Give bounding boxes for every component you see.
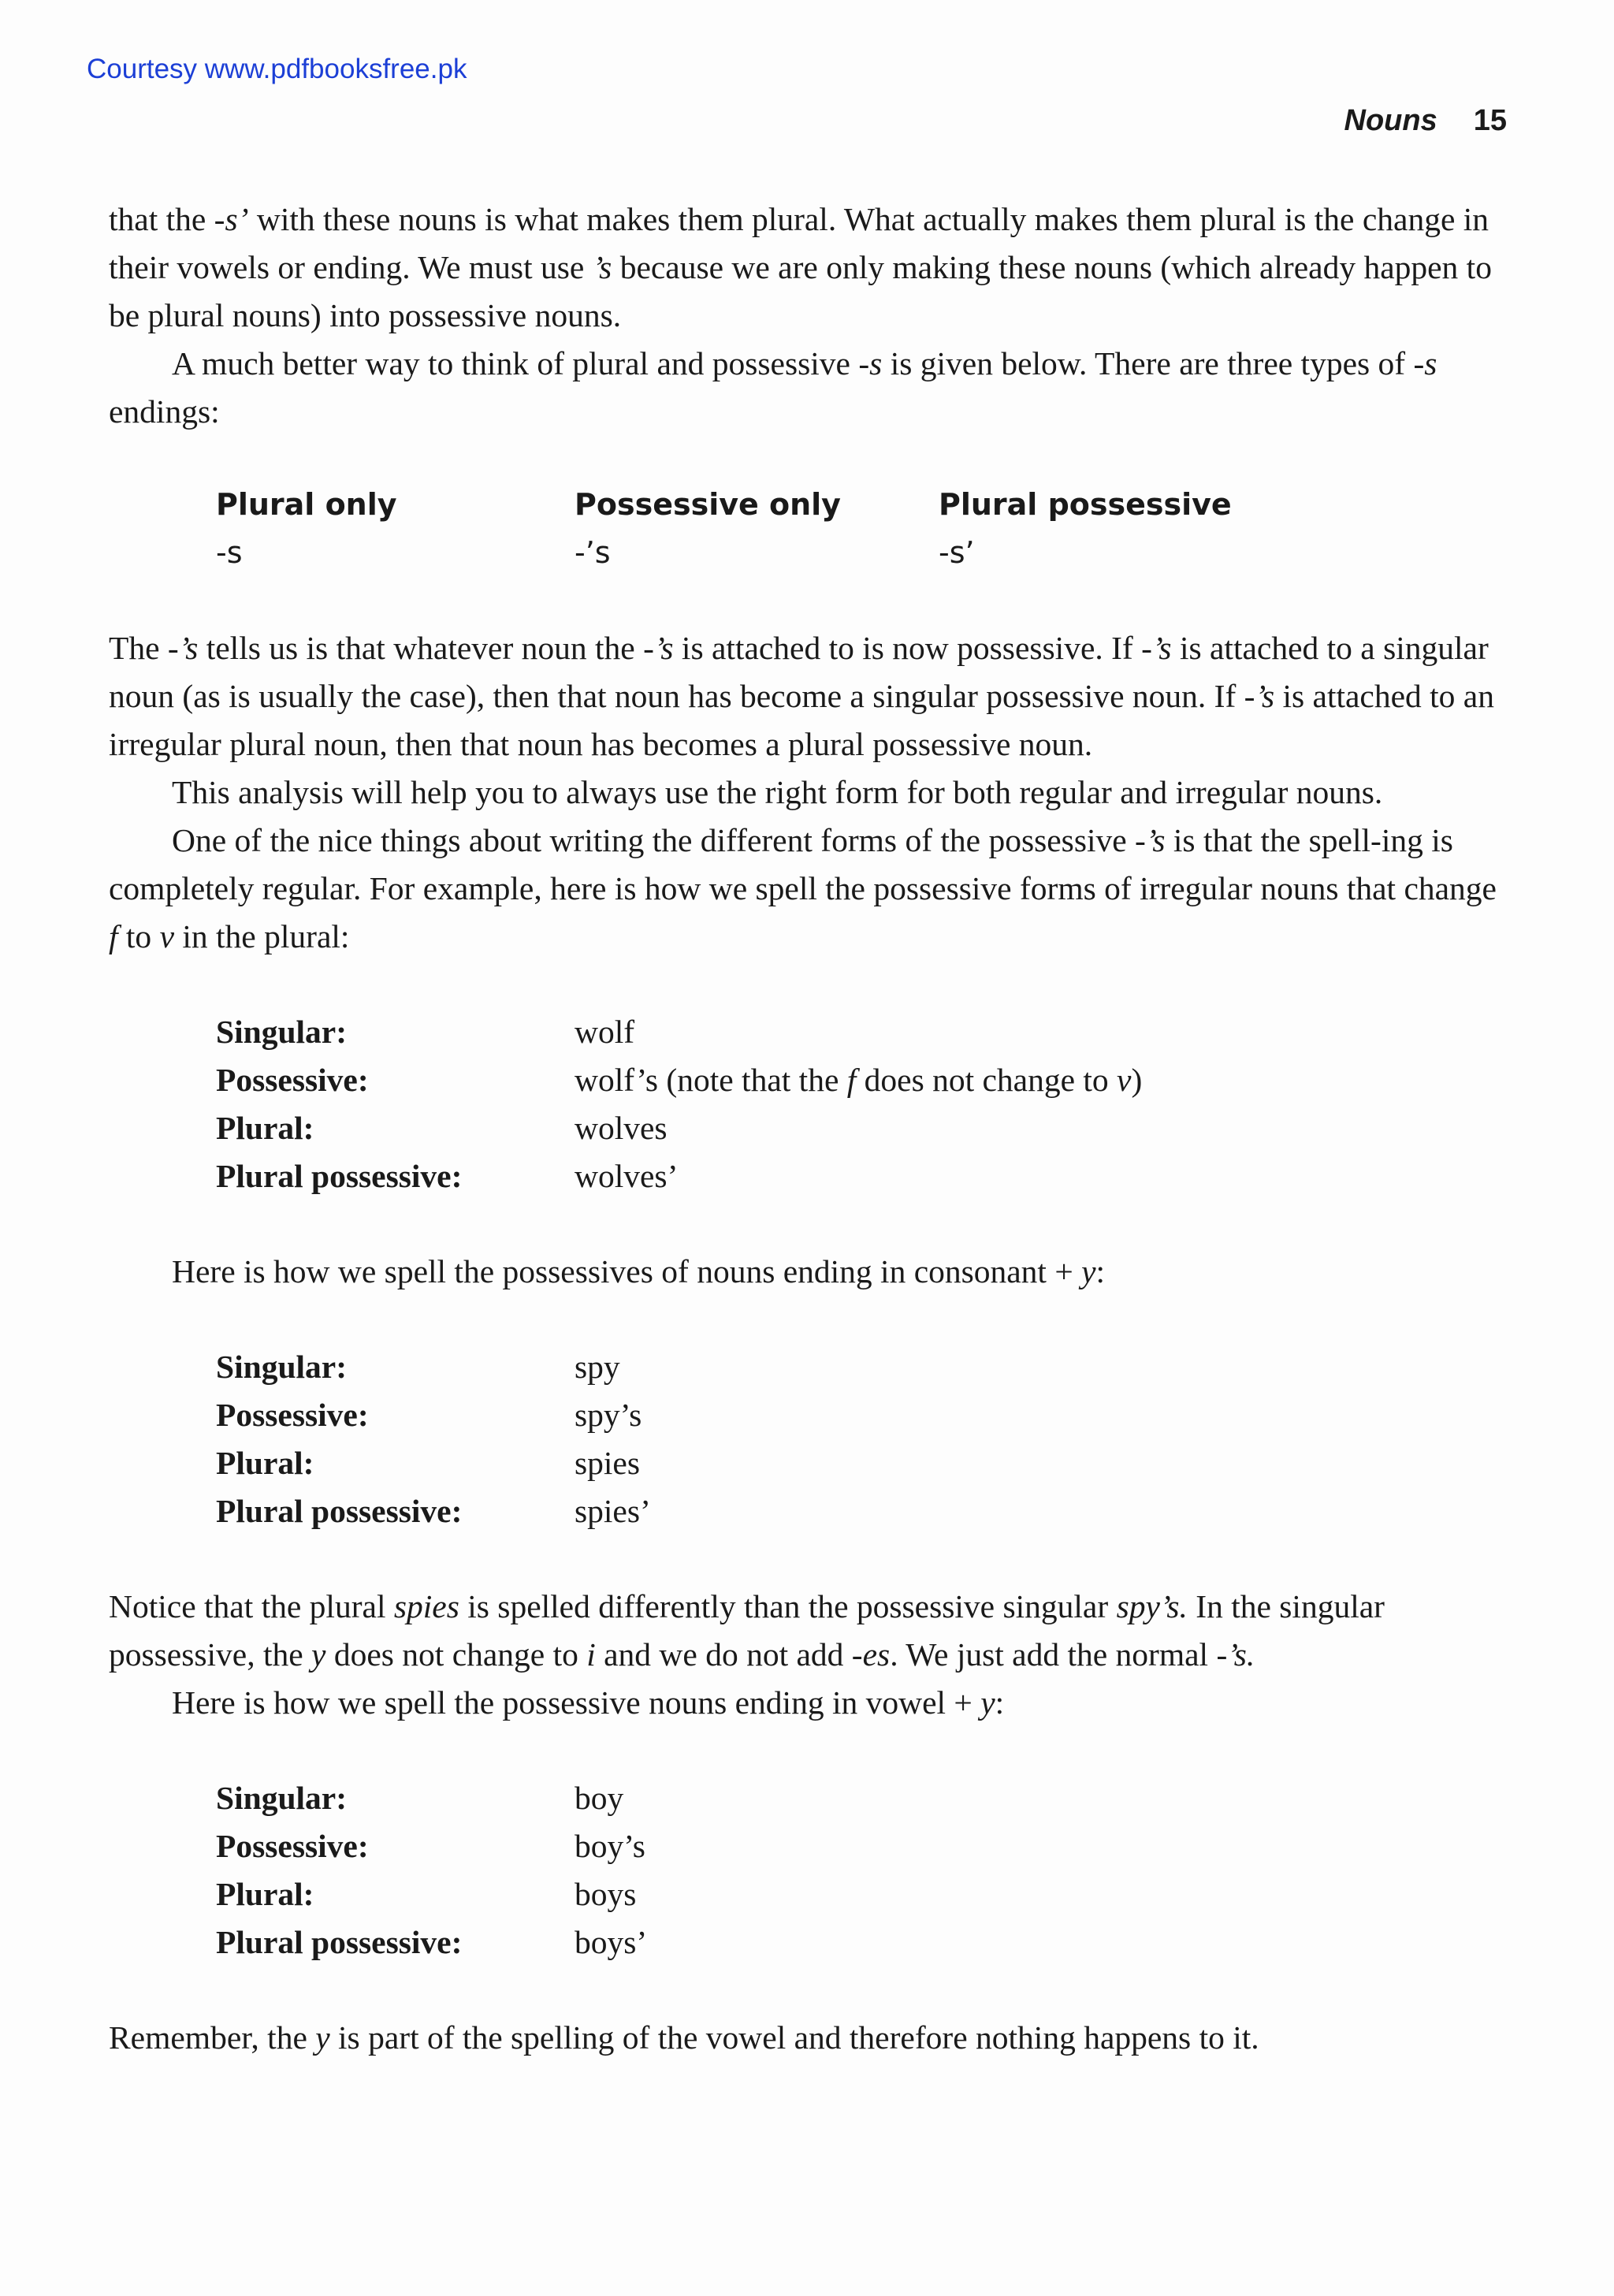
text: does not change to bbox=[325, 1636, 587, 1673]
text: Here is how we spell the possessive nouns ending in vowel + bbox=[172, 1684, 981, 1721]
text: is that the spell-ing is completely regular. For example, here is how we spell the possessive forms of irregular nouns that change bbox=[109, 822, 1497, 906]
form-value: spy bbox=[575, 1349, 620, 1385]
italic-text: v bbox=[159, 918, 174, 954]
text: that the - bbox=[109, 201, 225, 237]
text: is part of the spelling of the vowel and therefore nothing happens to it. bbox=[329, 2019, 1259, 2056]
text: The - bbox=[109, 630, 179, 666]
italic-text: ’s bbox=[1255, 678, 1275, 714]
form-value: boys bbox=[575, 1876, 637, 1912]
form-value: boy bbox=[575, 1780, 624, 1816]
text: to bbox=[117, 918, 160, 954]
italic-text: s bbox=[869, 345, 883, 381]
italic-text: ’s bbox=[1145, 822, 1166, 858]
form-label: Plural possessive: bbox=[216, 1493, 463, 1529]
form-label: Plural: bbox=[216, 1445, 314, 1481]
text: : bbox=[1095, 1253, 1106, 1289]
form-value: boys’ bbox=[575, 1924, 648, 1960]
table-cell: -s bbox=[216, 535, 243, 570]
paragraph-4: This analysis will help you to always use the right form for both regular and irregular nouns. bbox=[172, 774, 1383, 810]
form-value: wolves’ bbox=[575, 1158, 679, 1194]
column-header: Possessive only bbox=[575, 487, 841, 522]
italic-text: y bbox=[980, 1684, 995, 1721]
paragraph-1 bbox=[109, 195, 1512, 340]
italic-text: spies bbox=[393, 1588, 459, 1624]
paragraph-2 bbox=[109, 340, 1512, 436]
text: is attached to an irregular plural noun, then that noun has becomes a plural possessive noun. bbox=[109, 678, 1494, 762]
italic-text: ’s bbox=[178, 630, 199, 666]
form-value bbox=[575, 1056, 1284, 1104]
text: ) bbox=[1131, 1062, 1143, 1098]
text: is spelled differently than the possessive singular bbox=[459, 1588, 1117, 1624]
text: One of the nice things about writing the different forms of the possessive - bbox=[172, 822, 1146, 858]
form-label: Plural: bbox=[216, 1110, 314, 1146]
form-label: Possessive: bbox=[216, 1062, 369, 1098]
table-cell: -’s bbox=[575, 535, 611, 570]
italic-text: y bbox=[315, 2019, 330, 2056]
text: Here is how we spell the possessives of nouns ending in consonant + bbox=[172, 1253, 1082, 1289]
form-value: spies’ bbox=[575, 1493, 651, 1529]
italic-text: ’s. bbox=[1227, 1636, 1255, 1673]
s-endings-table bbox=[216, 481, 1512, 577]
chapter-title: Nouns bbox=[1344, 104, 1437, 137]
text: with these nouns is what makes them plural. What actually makes them plural is the change in their vowels or ending. We must use bbox=[109, 201, 1489, 285]
italic-text: y bbox=[311, 1636, 326, 1673]
italic-text: i bbox=[586, 1636, 596, 1673]
text: A much better way to think of plural and possessive - bbox=[172, 345, 870, 381]
column-header: Plural possessive bbox=[939, 487, 1232, 522]
page-body bbox=[109, 195, 1512, 2062]
italic-text: v bbox=[1117, 1062, 1132, 1098]
italic-text: ’s bbox=[592, 249, 612, 285]
text: is attached to a singular noun (as is usually the case), then that noun has become a singular possessive noun. If - bbox=[109, 630, 1489, 714]
italic-text: spy’s. bbox=[1116, 1588, 1188, 1624]
spy-forms bbox=[216, 1343, 1512, 1535]
italic-text: s bbox=[1424, 345, 1437, 381]
text: . We just add the normal - bbox=[890, 1636, 1228, 1673]
form-label: Possessive: bbox=[216, 1397, 369, 1433]
italic-text: ’s bbox=[653, 630, 674, 666]
form-label: Singular: bbox=[216, 1780, 348, 1816]
text: Notice that the plural bbox=[109, 1588, 394, 1624]
column-header: Plural only bbox=[216, 487, 397, 522]
text: in the plural: bbox=[173, 918, 350, 954]
text: tells us is that whatever noun the - bbox=[198, 630, 654, 666]
text: In the singular possessive, the bbox=[109, 1588, 1385, 1673]
paragraph-8 bbox=[109, 1679, 1512, 1727]
italic-text: ’s bbox=[1151, 630, 1172, 666]
text: does not change to bbox=[856, 1062, 1118, 1098]
form-label: Plural: bbox=[216, 1876, 314, 1912]
text: is attached to is now possessive. If - bbox=[673, 630, 1152, 666]
page-number: 15 bbox=[1473, 104, 1507, 137]
form-label: Plural possessive: bbox=[216, 1924, 463, 1960]
form-value: spies bbox=[575, 1445, 640, 1481]
paragraph-5 bbox=[109, 817, 1512, 961]
form-label: Singular: bbox=[216, 1349, 348, 1385]
italic-text: y bbox=[1081, 1253, 1096, 1289]
courtesy-watermark: Courtesy www.pdfbooksfree.pk bbox=[87, 54, 467, 84]
form-value: boy’s bbox=[575, 1828, 645, 1864]
text: because we are only making these nouns (which already happen to be plural nouns) into possessive nouns. bbox=[109, 249, 1492, 333]
paragraph-3 bbox=[109, 624, 1512, 768]
boy-forms bbox=[216, 1774, 1512, 1967]
running-head bbox=[1344, 104, 1508, 138]
form-label: Possessive: bbox=[216, 1828, 369, 1864]
text: wolf’s (note that the bbox=[575, 1062, 847, 1098]
text: : bbox=[995, 1684, 1005, 1721]
text: and we do not add - bbox=[595, 1636, 863, 1673]
italic-text: s’ bbox=[225, 201, 249, 237]
form-label: Singular: bbox=[216, 1014, 348, 1050]
form-value: spy’s bbox=[575, 1397, 642, 1433]
wolf-forms bbox=[216, 1008, 1512, 1200]
table-cell: -s’ bbox=[939, 535, 975, 570]
text: endings: bbox=[109, 393, 220, 430]
form-label: Plural possessive: bbox=[216, 1158, 463, 1194]
paragraph-7 bbox=[109, 1583, 1512, 1679]
text: is given below. There are three types of - bbox=[882, 345, 1425, 381]
text: Remember, the bbox=[109, 2019, 316, 2056]
form-value: wolves bbox=[575, 1110, 668, 1146]
paragraph-9 bbox=[109, 2014, 1512, 2062]
italic-text: es bbox=[862, 1636, 891, 1673]
form-value: wolf bbox=[575, 1014, 635, 1050]
paragraph-6 bbox=[109, 1248, 1512, 1296]
italic-text: f bbox=[109, 918, 118, 954]
italic-text: f bbox=[846, 1062, 857, 1098]
